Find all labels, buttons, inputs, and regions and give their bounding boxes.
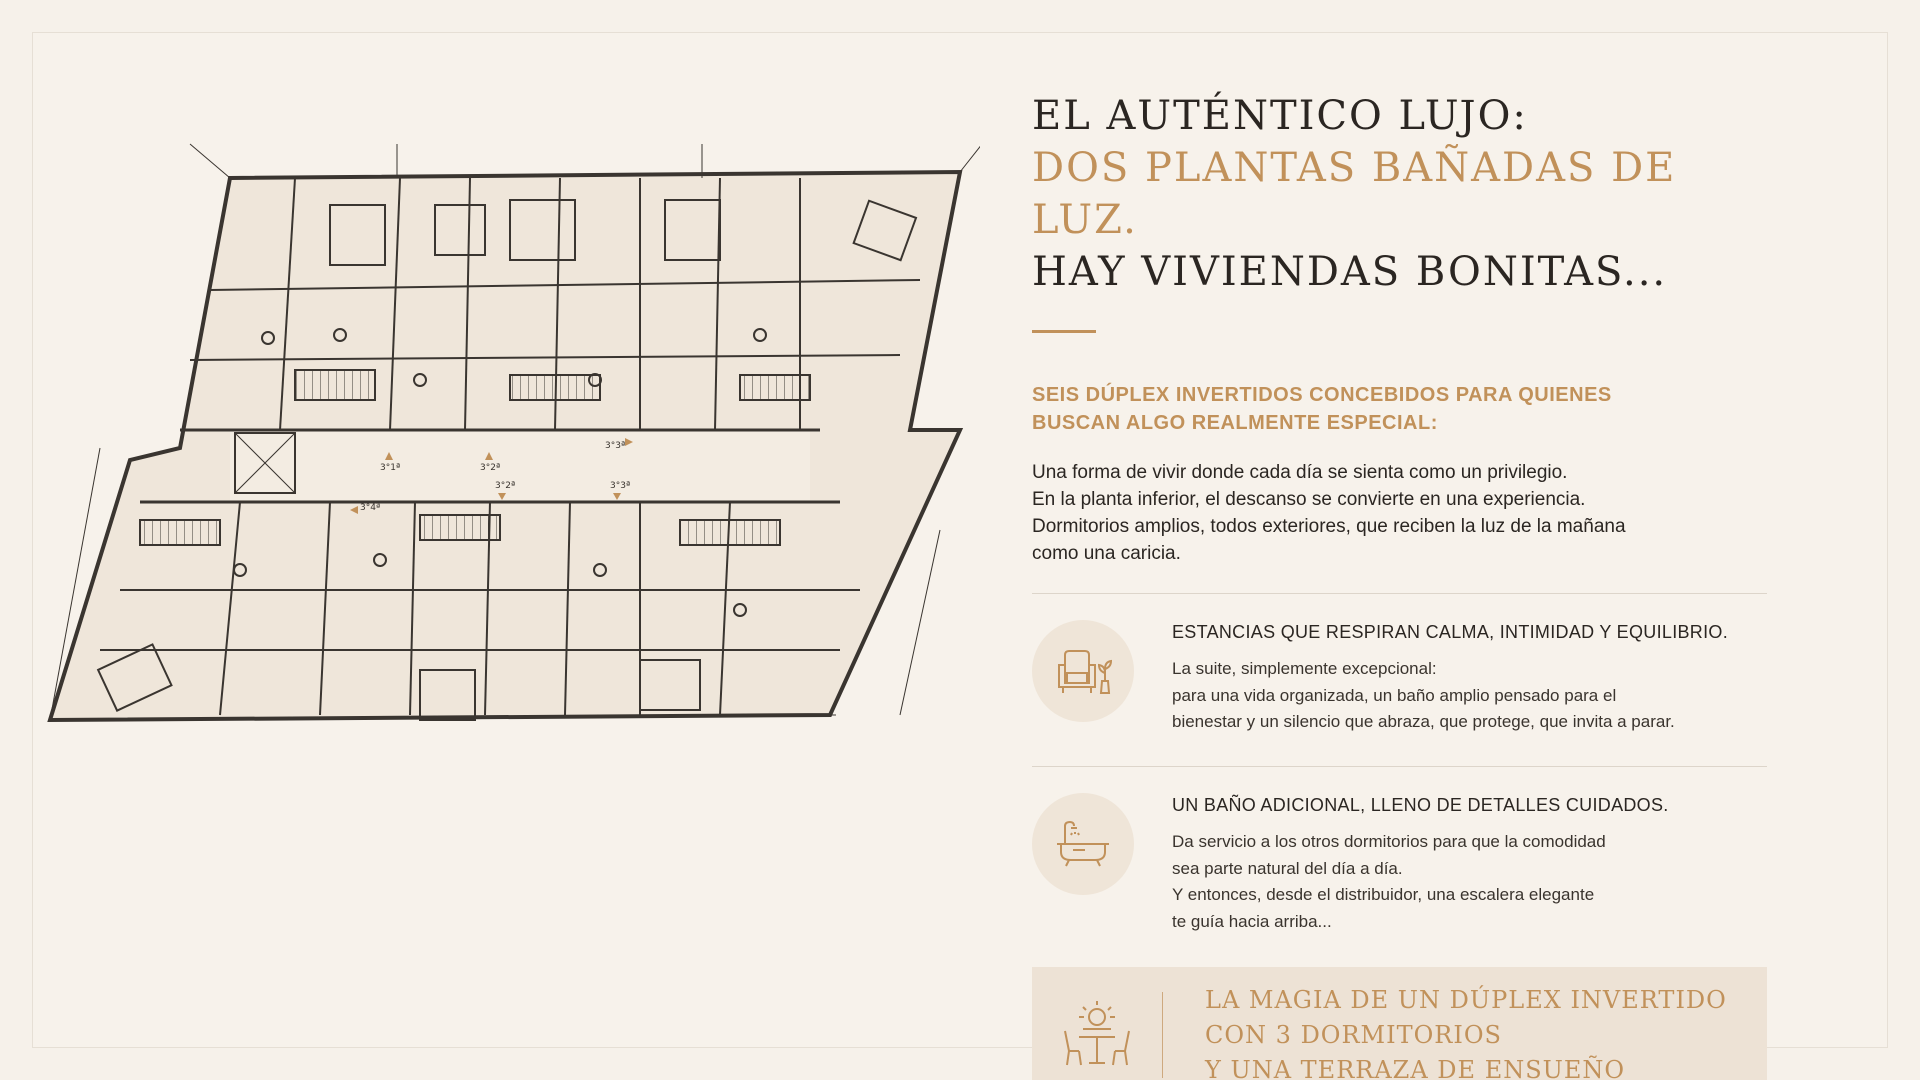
banner-separator [1162,992,1163,1078]
intro-line-2: En la planta inferior, el descanso se convierte en una experiencia. [1032,489,1586,510]
armchair-plant-icon [1032,620,1134,722]
svg-text:3°1ª: 3°1ª [380,463,401,473]
feature-body-line: sea parte natural del día a día. [1172,858,1403,878]
feature-title: ESTANCIAS QUE RESPIRAN CALMA, INTIMIDAD Y EQUILIBRIO. [1172,622,1729,642]
feature-body-line: Da servicio a los otros dormitorios para que la comodidad [1172,832,1606,851]
svg-text:3°2ª: 3°2ª [495,481,516,491]
feature-body-line: te guía hacia arriba... [1172,911,1332,931]
headline [1032,90,1767,298]
banner-line-2: CON 3 DORMITORIOS [1205,1020,1502,1049]
intro-line-4: como una caricia. [1032,543,1181,564]
svg-text:3°4ª: 3°4ª [360,503,381,513]
feature-body-line: para una vida organizada, un baño amplio pensado para el [1172,685,1617,705]
feature-body [1172,829,1669,935]
feature-body [1172,656,1728,736]
banner-line-3: Y UNA TERRAZA DE ENSUEÑO [1205,1055,1626,1080]
subtitle-line-2: BUSCAN ALGO REALMENTE ESPECIAL: [1032,412,1438,434]
intro-line-1: Una forma de vivir donde cada día se sienta como un privilegio. [1032,462,1568,483]
svg-text:3°2ª: 3°2ª [480,463,501,473]
svg-text:3°3ª: 3°3ª [610,481,631,491]
feature-suite [1032,594,1767,766]
feature-body-line: Y entonces, desde el distribuidor, una escalera elegante [1172,885,1595,904]
feature-body-line: bienestar y un silencio que abraza, que protege, que invita a parar. [1172,712,1675,731]
intro-line-3: Dormitorios amplios, todos exteriores, que reciben la luz de la mañana [1032,516,1626,537]
feature-title: UN BAÑO ADICIONAL, LLENO DE DETALLES CUIDADOS. [1172,795,1669,815]
accent-rule [1032,330,1096,333]
banner-line-1: LA MAGIA DE UN DÚPLEX INVERTIDO [1205,985,1727,1014]
feature-bathroom [1032,767,1767,945]
intro-paragraph [1032,459,1767,567]
building-outline [50,134,980,720]
subtitle-line-1: SEIS DÚPLEX INVERTIDOS CONCEBIDOS PARA QUIENES [1032,384,1612,406]
feature-body-line: La suite, simplemente excepcional: [1172,659,1437,678]
floor-plan-drawing [40,130,980,830]
terrace-table-sun-icon [1032,967,1162,1080]
headline-line-2: DOS PLANTAS BAÑADAS DE LUZ. [1032,145,1677,243]
subtitle [1032,381,1767,437]
bathtub-icon [1032,793,1134,895]
headline-line-1: EL AUTÉNTICO LUJO: [1032,93,1528,139]
terrace-banner [1032,967,1767,1080]
banner-text [1205,983,1727,1080]
headline-line-3: HAY VIVIENDAS BONITAS... [1032,249,1668,295]
content-column [1032,90,1767,1080]
svg-text:3°3ª: 3°3ª [605,441,626,451]
